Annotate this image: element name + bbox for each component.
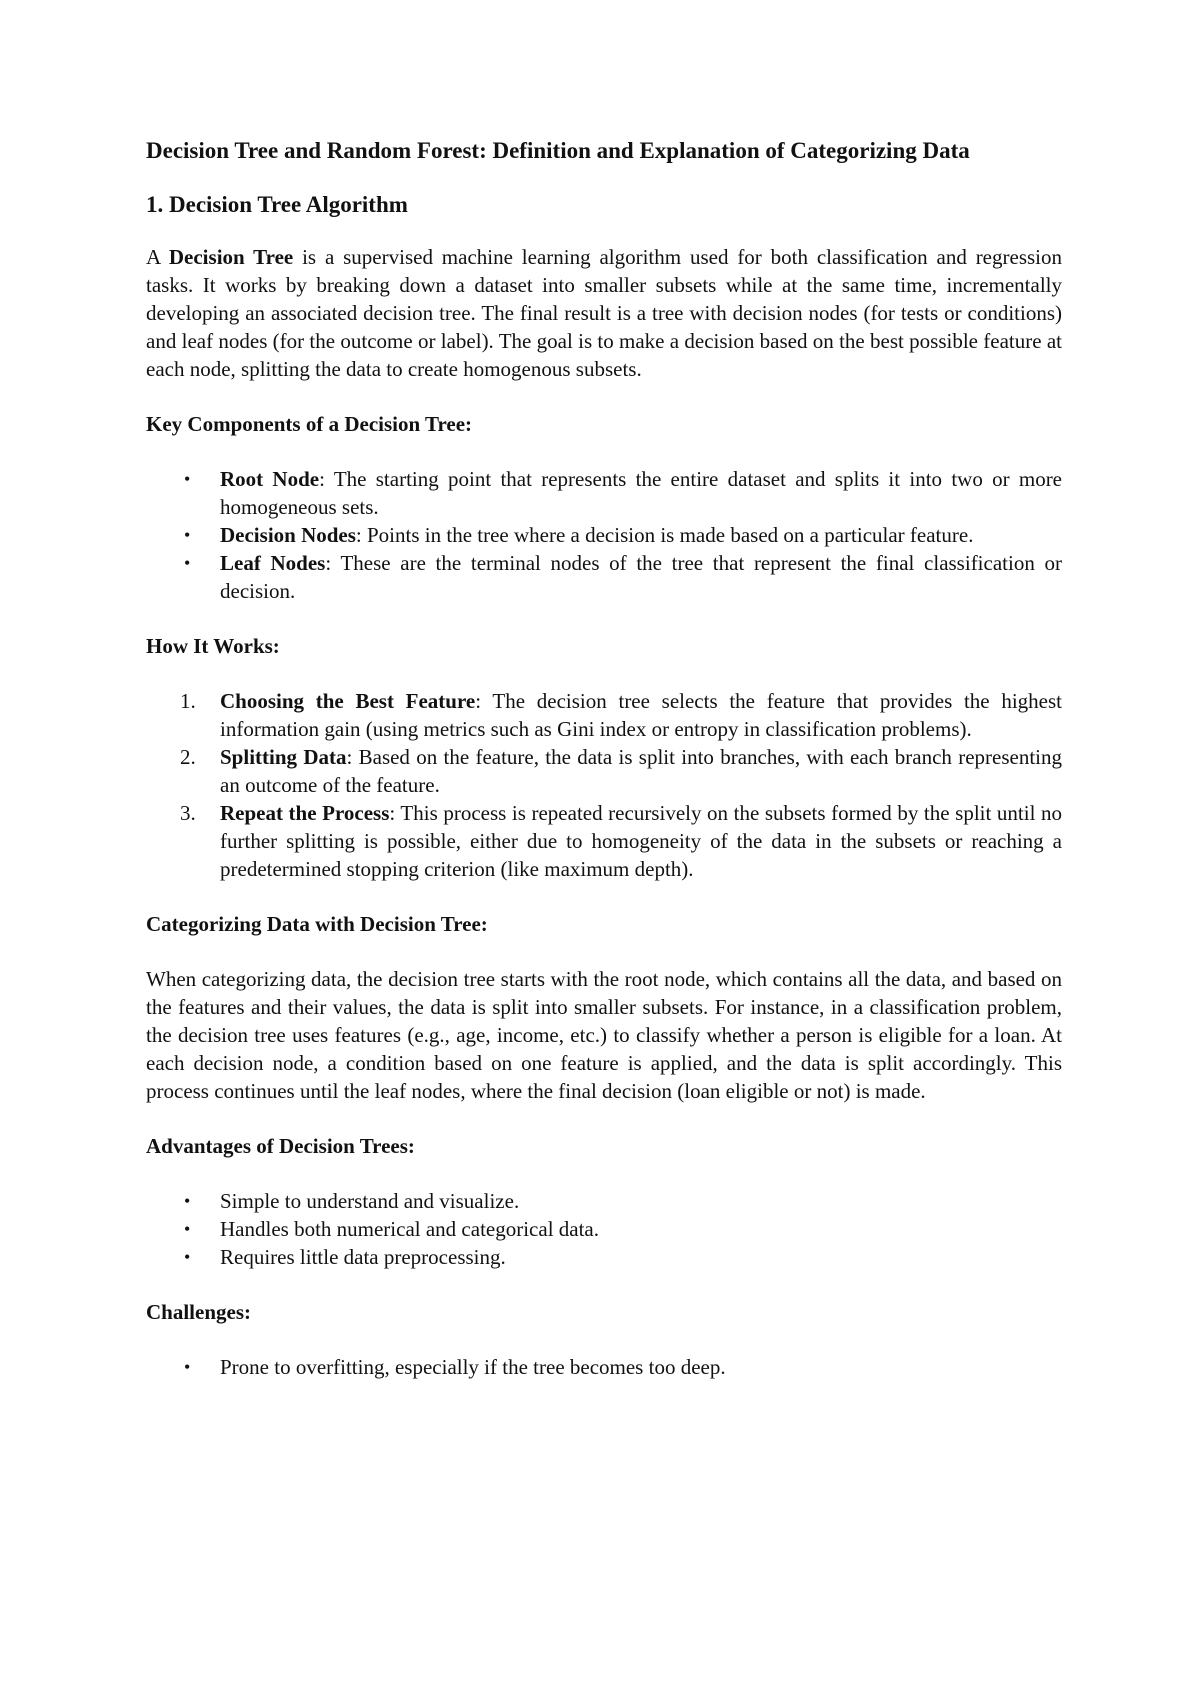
intro-paragraph bbox=[146, 243, 1062, 383]
component-term: Decision Nodes bbox=[220, 523, 356, 547]
step-term: Repeat the Process bbox=[220, 801, 390, 825]
component-term: Leaf Nodes bbox=[220, 551, 326, 575]
list-item bbox=[146, 1215, 1062, 1243]
list-item bbox=[146, 743, 1062, 799]
document-page bbox=[146, 134, 1062, 1408]
components-heading: Key Components of a Decision Tree: bbox=[146, 412, 473, 436]
intro-text: is a supervised machine learning algorithm used for both classification and regression tasks. It works by breaking down a dataset into smaller subsets while at the same time, incrementally developing an associated decision tree. The final result is a tree with decision nodes (for tests or conditions) and leaf nodes (for the outcome or label). The goal is to make a decision based on the best possible feature at each node, splitting the data to create homogenous subsets. bbox=[146, 245, 1062, 381]
categorizing-heading: Categorizing Data with Decision Tree: bbox=[146, 912, 488, 936]
list-item bbox=[146, 1243, 1062, 1271]
component-text: : Points in the tree where a decision is made based on a particular feature. bbox=[355, 523, 974, 547]
step-text: : The decision tree selects the feature that provides the highest information gain (using metrics such as Gini index or entropy in classification problems). bbox=[220, 689, 1062, 741]
step-text: : This process is repeated recursively on the subsets formed by the split until no further splitting is possible, either due to homogeneity of the data in the subsets or reaching a predetermined stopping criterion (like maximum depth). bbox=[220, 801, 1062, 881]
list-item bbox=[146, 549, 1062, 605]
how-it-works-heading: How It Works: bbox=[146, 634, 280, 658]
list-item bbox=[146, 799, 1062, 883]
step-term: Splitting Data bbox=[220, 745, 347, 769]
list-item bbox=[146, 1187, 1062, 1215]
list-item bbox=[146, 1353, 1062, 1381]
categorizing-paragraph: When categorizing data, the decision tree starts with the root node, which contains all the data, and based on the features and their values, the data is split into smaller subsets. For instance, in a classification problem, the decision tree uses features (e.g., age, income, etc.) to classify whether a person is eligible for a loan. At each decision node, a condition based on one feature is applied, and the data is split accordingly. This process continues until the leaf nodes, where the final decision (loan eligible or not) is made. bbox=[146, 967, 1062, 1103]
step-number: 2. bbox=[180, 745, 196, 769]
bullet-icon: • bbox=[184, 1191, 191, 1211]
advantages-list bbox=[146, 1187, 1062, 1271]
intro-term: Decision Tree bbox=[168, 245, 294, 269]
component-term: Root Node bbox=[220, 467, 320, 491]
document-title: Decision Tree and Random Forest: Definition and Explanation of Categorizing Data bbox=[146, 138, 970, 163]
step-number: 1. bbox=[180, 689, 196, 713]
bullet-icon: • bbox=[184, 1357, 191, 1377]
advantage-text: Simple to understand and visualize. bbox=[220, 1189, 520, 1213]
list-item bbox=[146, 521, 1062, 549]
component-text: : These are the terminal nodes of the tree that represent the final classification or decision. bbox=[220, 551, 1062, 603]
components-list bbox=[146, 465, 1062, 605]
advantage-text: Requires little data preprocessing. bbox=[220, 1245, 506, 1269]
list-item bbox=[146, 687, 1062, 743]
challenges-list bbox=[146, 1353, 1062, 1381]
section-heading-decision-tree: 1. Decision Tree Algorithm bbox=[146, 192, 408, 217]
bullet-icon: • bbox=[184, 1219, 191, 1239]
component-text: : The starting point that represents the entire dataset and splits it into two or more homogeneous sets. bbox=[220, 467, 1063, 519]
challenge-text: Prone to overfitting, especially if the tree becomes too deep. bbox=[220, 1355, 726, 1379]
list-item bbox=[146, 465, 1062, 521]
bullet-icon: • bbox=[184, 1247, 191, 1267]
bullet-icon: • bbox=[184, 553, 191, 573]
steps-list bbox=[146, 687, 1062, 883]
step-number: 3. bbox=[180, 801, 196, 825]
challenges-heading: Challenges: bbox=[146, 1300, 251, 1324]
advantages-heading: Advantages of Decision Trees: bbox=[146, 1134, 415, 1158]
intro-prefix: A bbox=[146, 245, 169, 269]
advantage-text: Handles both numerical and categorical data. bbox=[220, 1217, 600, 1241]
bullet-icon: • bbox=[184, 469, 191, 489]
step-term: Choosing the Best Feature bbox=[220, 689, 476, 713]
step-text: : Based on the feature, the data is split into branches, with each branch representing an outcome of the feature. bbox=[220, 745, 1062, 797]
bullet-icon: • bbox=[184, 525, 191, 545]
